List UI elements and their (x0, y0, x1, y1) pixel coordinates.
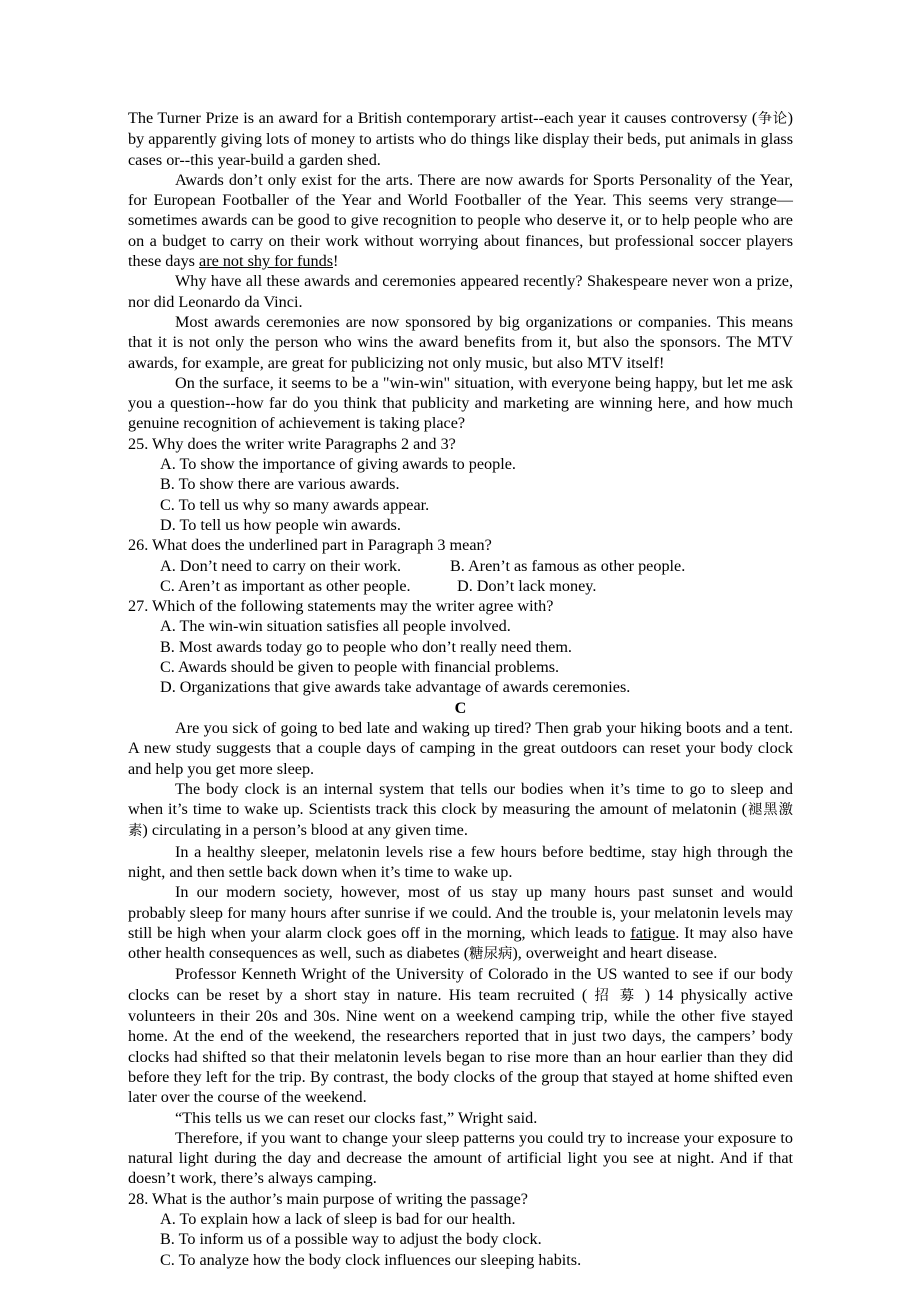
section-c-heading: C (454, 698, 467, 717)
question-27-option-c[interactable]: C. Awards should be given to people with financial problems. (160, 658, 560, 677)
question-28-stem: 28. What is the author’s main purpose of writing the passage? (128, 1189, 528, 1208)
question-26-option-d[interactable]: D. Don’t lack money. (457, 576, 597, 595)
question-26-option-a[interactable]: A. Don’t need to carry on their work. (160, 556, 402, 575)
section-c-paragraph-7: Therefore, if you want to change your sleep patterns you could try to increase your exposure to natural light during the day and decrease the amount of artificial light you see at night. And if that doesn’t work, there’s always camping. (128, 1128, 793, 1188)
section-c-paragraph-2: The body clock is an internal system that tells our bodies when it’s time to go to sleep and when it’s time to wake up. Scientists track this clock by measuring the amount of melatonin (褪黑激素) circulating in a person’s blood at any given time. (128, 779, 793, 840)
question-27-stem: 27. Which of the following statements may the writer agree with? (128, 597, 554, 616)
document-body (128, 108, 793, 1270)
question-27-option-d[interactable]: D. Organizations that give awards take advantage of awards ceremonies. (160, 678, 631, 697)
gloss-recruited: 招 募 (594, 987, 638, 1004)
question-25-option-b[interactable]: B. To show there are various awards. (160, 475, 400, 494)
passage-b-paragraph-1: The Turner Prize is an award for a British contemporary artist--each year it causes controversy (争论) by apparently giving lots of money to artists who do things like display their beds, put animals in glass cases or--this year-build a garden shed. (128, 109, 793, 169)
underlined-phrase-fatigue: fatigue (630, 923, 676, 942)
section-c-paragraph-6: “This tells us we can reset our clocks fast,” Wright said. (175, 1108, 538, 1127)
question-27-option-a[interactable]: A. The win-win situation satisfies all people involved. (160, 617, 511, 636)
question-25-option-c[interactable]: C. To tell us why so many awards appear. (160, 495, 430, 514)
passage-b-paragraph-2: Awards don’t only exist for the arts. There are now awards for Sports Personality of the Year, for European Footballer of the Year and World Footballer of the Year. This seems very strange—sometimes awards can be good to give recognition to people who deserve it, or to help people who are on a budget to carry on their work without worrying about finances, but professional soccer players these days are not shy for funds! (128, 170, 793, 271)
question-25-option-a[interactable]: A. To show the importance of giving awards to people. (160, 455, 516, 474)
section-c-paragraph-5: Professor Kenneth Wright of the University of Colorado in the US wanted to see if our body clocks can be reset by a short stay in nature. His team recruited ( 招 募 ) 14 physically active volunteers in their 20s and 30s. Nine went on a weekend camping trip, while the other five stayed home. At the end of the weekend, the researchers reported that in just two days, the campers’ body clocks had shifted so that their melatonin levels began to rise more than an hour earlier than they did before they left for the trip. By contrast, the body clocks of the group that stayed at home shifted even later over the course of the weekend. (128, 965, 793, 1107)
section-c-paragraph-1: Are you sick of going to bed late and waking up tired? Then grab your hiking boots and a tent. A new study suggests that a couple days of camping in the great outdoors can reset your body clock and help you get more sleep. (128, 718, 793, 778)
gloss-melatonin: 褪黑激素 (128, 802, 793, 840)
question-28-option-c[interactable]: C. To analyze how the body clock influences our sleeping habits. (160, 1250, 582, 1269)
section-c-paragraph-4: In our modern society, however, most of us stay up many hours past sunset and would probably sleep for many hours after sunrise if we could. And the trouble is, your melatonin levels may still be high when your alarm clock goes off in the morning, which leads to fatigue. It may also have other health consequences as well, such as diabetes (糖尿病), overweight and heart disease. (128, 883, 794, 963)
question-28-option-a[interactable]: A. To explain how a lack of sleep is bad for our health. (160, 1210, 516, 1229)
question-25-stem: 25. Why does the writer write Paragraphs 2 and 3? (128, 434, 456, 453)
question-26-stem: 26. What does the underlined part in Paragraph 3 mean? (128, 536, 492, 555)
question-28-option-b[interactable]: B. To inform us of a possible way to adjust the body clock. (160, 1230, 542, 1249)
section-c-paragraph-3: In a healthy sleeper, melatonin levels rise a few hours before bedtime, stay high through the night, and then settle back down when it’s time to wake up. (128, 842, 793, 881)
question-26-option-row-2 (128, 576, 793, 596)
passage-b-paragraph-5: On the surface, it seems to be a "win-win" situation, with everyone being happy, but let me ask you a question--how far do you think that publicity and marketing are winning here, and how much genuine recognition of achievement is taking place? (128, 373, 793, 433)
gloss-controversy: 争论 (757, 111, 788, 127)
question-25-option-d[interactable]: D. To tell us how people win awards. (160, 515, 401, 534)
underlined-phrase-funds: are not shy for funds (199, 252, 333, 271)
question-27-option-b[interactable]: B. Most awards today go to people who don’t really need them. (160, 637, 572, 656)
question-26-option-row-1 (128, 556, 793, 576)
question-26-option-b[interactable]: B. Aren’t as famous as other people. (450, 556, 686, 575)
gloss-diabetes: 糖尿病 (469, 946, 513, 963)
passage-b-paragraph-3: Why have all these awards and ceremonies appeared recently? Shakespeare never won a prize, nor did Leonardo da Vinci. (128, 272, 793, 311)
question-26-option-c[interactable]: C. Aren’t as important as other people. (160, 576, 411, 595)
passage-b-paragraph-4: Most awards ceremonies are now sponsored by big organizations or companies. This means that it is not only the person who wins the award benefits from it, but also the sponsors. The MTV awards, for example, are great for publicizing not only music, but also MTV itself! (128, 312, 793, 372)
